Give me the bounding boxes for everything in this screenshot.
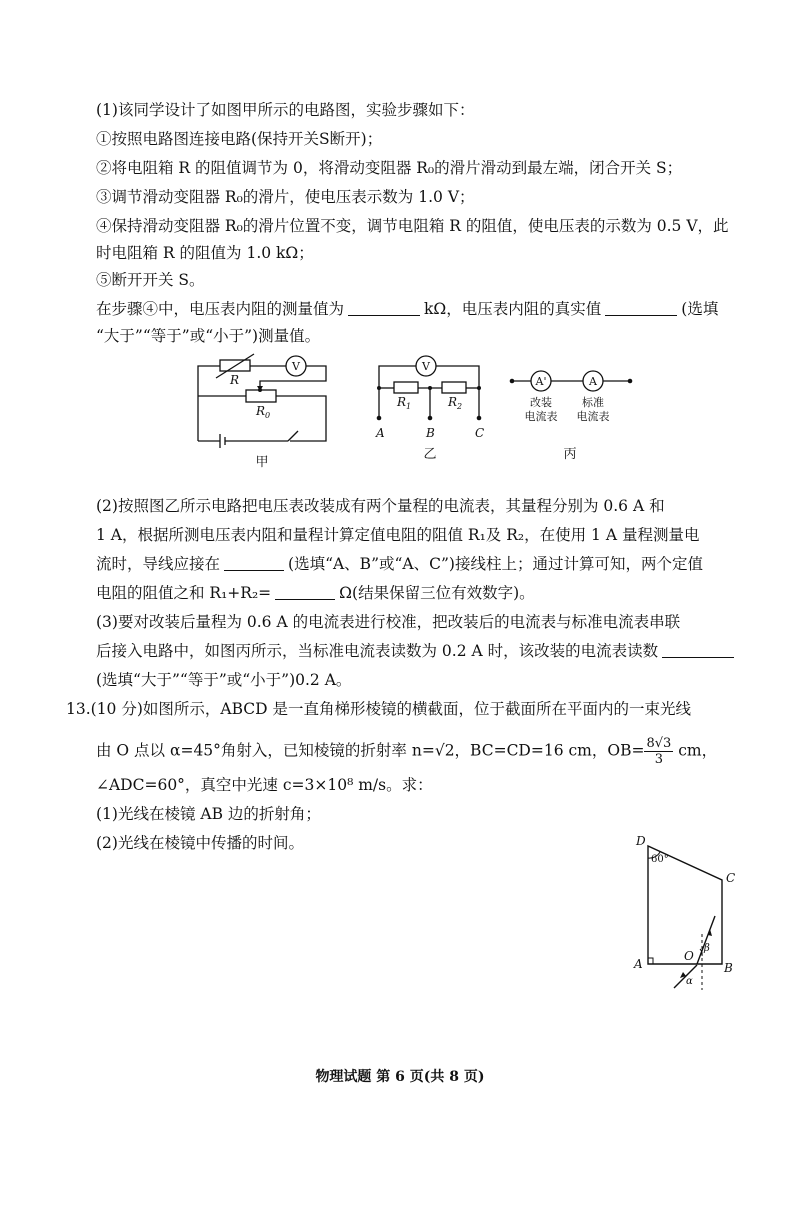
q12-part2-line4: 电阻的阻值之和 R₁+R₂= Ω(结果保留三位有效数字)。	[96, 584, 535, 602]
step-4-line1: ④保持滑动变阻器 R₀的滑片位置不变，调节电阻箱 R 的阻值，使电压表的示数为 0.5 V，此	[96, 217, 729, 235]
alpha-label: α	[686, 976, 693, 987]
answer-blank-2[interactable]	[605, 301, 677, 316]
point-o: O	[684, 949, 694, 963]
jia-r-label: R	[230, 373, 240, 387]
vertex-d: D	[636, 834, 646, 848]
q13-line2: 由 O 点以 α=45°角射入，已知棱镜的折射率 n=√2，BC=CD=16 cm，OB= $\frac{8√3}{3}$ cm，	[96, 736, 718, 767]
caption-yi: 乙	[423, 447, 437, 462]
answer-blank-4[interactable]	[275, 585, 335, 600]
page-footer: 物理试题 第 6 页(共 8 页)	[315, 1069, 485, 1085]
caption-bing: 丙	[563, 447, 577, 462]
q12-part3-line3: (选填“大于”“等于”或“小于”)0.2 A。	[96, 671, 352, 689]
modified-ammeter-label-2: 电流表	[524, 410, 558, 423]
question-a-line1: 在步骤④中，电压表内阻的测量值为 kΩ，电压表内阻的真实值 (选填	[96, 300, 719, 318]
beta-label: β	[704, 943, 710, 954]
jia-r0-label: $R_0$	[256, 404, 271, 420]
step-2: ②将电阻箱 R 的阻值调节为 0，将滑动变阻器 R₀的滑片滑动到最左端，闭合开关 S；	[96, 159, 683, 177]
modified-ammeter-label-1: 改装	[530, 396, 552, 409]
q13-sub2: (2)光线在棱镜中传播的时间。	[96, 834, 304, 852]
standard-ammeter-symbol: A	[589, 375, 597, 388]
q12-part1-intro: (1)该同学设计了如图甲所示的电路图，实验步骤如下：	[96, 101, 475, 119]
angle-60-label: 60°	[651, 854, 669, 865]
yi-r2-label: $R_2$	[448, 395, 463, 411]
standard-ammeter-label-2: 电流表	[576, 410, 610, 423]
step-1: ①按照电路图连接电路(保持开关S断开)；	[96, 130, 383, 148]
circuit-figures	[180, 346, 650, 476]
terminal-a: A	[376, 426, 385, 440]
ob-fraction: $\frac{8√3}{3}$	[646, 736, 672, 767]
q12-part3-line2: 后接入电路中，如图丙所示，当标准电流表读数为 0.2 A 时，该改装的电流表读数	[96, 641, 738, 661]
vertex-c: C	[726, 871, 736, 885]
terminal-b: B	[426, 426, 435, 440]
modified-ammeter-symbol: A'	[535, 375, 547, 388]
vertex-a: A	[634, 957, 643, 971]
q13-sub1: (1)光线在棱镜 AB 边的折射角；	[96, 805, 321, 823]
q13-line3: ∠ADC=60°，真空中光速 c=3×10⁸ m/s。求：	[96, 776, 433, 794]
step-5: ⑤断开开关 S。	[96, 271, 205, 289]
jia-voltmeter-label: V	[292, 360, 300, 373]
yi-r1-label: $R_1$	[397, 395, 412, 411]
standard-ammeter-label-1: 标准	[582, 396, 604, 409]
q12-part2-line3: 流时，导线应接在 (选填“A、B”或“A、C”)接线柱上；通过计算可知，两个定值	[96, 555, 703, 573]
answer-blank-3[interactable]	[224, 556, 284, 571]
yi-voltmeter-label: V	[422, 360, 430, 373]
terminal-c: C	[475, 426, 485, 440]
step-4-line2: 时电阻箱 R 的阻值为 1.0 kΩ；	[96, 244, 314, 262]
answer-blank-1[interactable]	[348, 301, 420, 316]
question-a-line2: “大于”“等于”或“小于”)测量值。	[96, 327, 321, 345]
caption-jia: 甲	[255, 455, 269, 470]
q12-part2-line2: 1 A，根据所测电压表内阻和量程计算定值电阻的阻值 R₁及 R₂，在使用 1 A 量程测量电	[96, 526, 700, 544]
vertex-b: B	[724, 961, 733, 975]
q13-line1: 13.(10 分)如图所示，ABCD 是一直角梯形棱镜的横截面，位于截面所在平面内的一束光线	[66, 700, 691, 718]
step-3: ③调节滑动变阻器 R₀的滑片，使电压表示数为 1.0 V；	[96, 188, 475, 206]
q12-part3-line1: (3)要对改装后量程为 0.6 A 的电流表进行校准，把改装后的电流表与标准电流表串联	[96, 613, 681, 631]
answer-blank-5[interactable]	[662, 643, 734, 658]
prism-figure	[620, 818, 750, 998]
q12-part2-line1: (2)按照图乙所示电路把电压表改装成有两个量程的电流表，其量程分别为 0.6 A 和	[96, 497, 665, 515]
